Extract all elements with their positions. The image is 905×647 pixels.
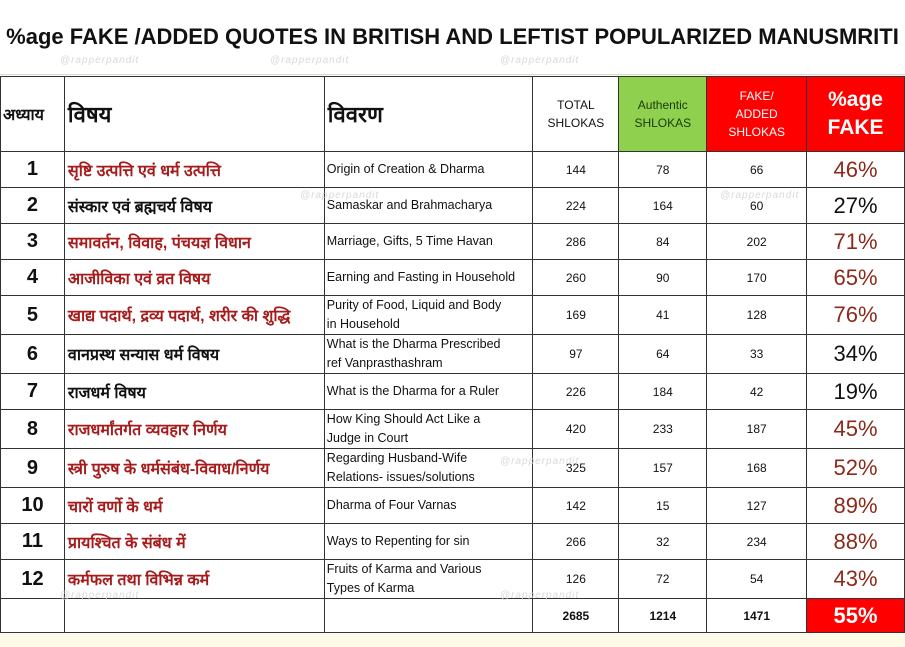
header-fake-line: ADDED bbox=[735, 107, 778, 121]
fake-shlokas: 66 bbox=[707, 152, 807, 188]
total-shlokas: 224 bbox=[533, 188, 619, 224]
authentic-shlokas-sum: 1214 bbox=[619, 599, 707, 633]
subject-cell: स्त्री पुरुष के धर्मसंबंध-विवाध/निर्णय bbox=[64, 449, 324, 488]
fake-percentage: 76% bbox=[807, 296, 905, 335]
authentic-shlokas: 157 bbox=[619, 449, 707, 488]
authentic-shlokas: 90 bbox=[619, 260, 707, 296]
header-total bbox=[533, 77, 619, 152]
table-row bbox=[1, 488, 905, 524]
subject-cell: चारों वर्णो के धर्म bbox=[64, 488, 324, 524]
header-fake-line: FAKE/ bbox=[739, 89, 774, 103]
fake-percentage: 46% bbox=[807, 152, 905, 188]
adhyay-number: 12 bbox=[1, 560, 65, 599]
header-pct bbox=[807, 77, 905, 152]
fake-shlokas: 128 bbox=[707, 296, 807, 335]
total-shlokas: 97 bbox=[533, 335, 619, 374]
authentic-shlokas: 64 bbox=[619, 335, 707, 374]
total-shlokas: 266 bbox=[533, 524, 619, 560]
authentic-shlokas: 84 bbox=[619, 224, 707, 260]
manusmriti-table bbox=[0, 76, 905, 633]
subject-cell: समावर्तन, विवाह, पंचयज्ञ विधान bbox=[64, 224, 324, 260]
watermark: @rapperpandit bbox=[300, 190, 380, 201]
watermark: @rapperpandit bbox=[500, 456, 580, 467]
header-fake-line: SHLOKAS bbox=[728, 125, 786, 139]
adhyay-number: 9 bbox=[1, 449, 65, 488]
total-shlokas: 420 bbox=[533, 410, 619, 449]
table-row bbox=[1, 374, 905, 410]
fake-shlokas: 170 bbox=[707, 260, 807, 296]
header-authentic-line: Authentic bbox=[637, 98, 688, 112]
fake-shlokas: 127 bbox=[707, 488, 807, 524]
total-shlokas-sum: 2685 bbox=[533, 599, 619, 633]
description-line: How King Should Act Like a bbox=[326, 412, 481, 426]
subject-cell: कर्मफल तथा विभिन्न कर्म bbox=[64, 560, 324, 599]
watermark: @rapperpandit bbox=[720, 190, 800, 201]
description-line: in Household bbox=[326, 317, 400, 331]
watermark: @rapperpandit bbox=[500, 590, 580, 601]
fake-percentage: 89% bbox=[807, 488, 905, 524]
adhyay-number: 10 bbox=[1, 488, 65, 524]
header-pct-line: FAKE bbox=[827, 116, 884, 139]
description-line: Relations- issues/solutions bbox=[326, 470, 475, 484]
header-authentic-line: SHLOKAS bbox=[634, 116, 692, 130]
adhyay-number: 6 bbox=[1, 335, 65, 374]
description-line: Earning and Fasting in Household bbox=[326, 270, 516, 284]
total-shlokas: 169 bbox=[533, 296, 619, 335]
header-total-line: SHLOKAS bbox=[547, 116, 605, 130]
adhyay-number: 2 bbox=[1, 188, 65, 224]
fake-percentage: 45% bbox=[807, 410, 905, 449]
fake-shlokas: 54 bbox=[707, 560, 807, 599]
fake-percentage: 43% bbox=[807, 560, 905, 599]
page-title: %age FAKE /ADDED QUOTES IN BRITISH AND LEFTIST POPULARIZED MANUSMRITI bbox=[6, 24, 899, 49]
subject-cell: प्रायश्चित के संबंध में bbox=[64, 524, 324, 560]
totals-blank bbox=[1, 599, 65, 633]
fake-percentage: 19% bbox=[807, 374, 905, 410]
description-line: Dharma of Four Varnas bbox=[326, 498, 457, 512]
header-pct-line: %age bbox=[828, 88, 883, 111]
description-cell bbox=[324, 296, 533, 335]
header-fake bbox=[707, 77, 807, 152]
fake-shlokas: 202 bbox=[707, 224, 807, 260]
watermark: @rapperpandit bbox=[270, 55, 350, 66]
authentic-shlokas: 164 bbox=[619, 188, 707, 224]
description-line: Judge in Court bbox=[326, 431, 409, 445]
description-cell bbox=[324, 335, 533, 374]
adhyay-number: 4 bbox=[1, 260, 65, 296]
fake-percentage: 88% bbox=[807, 524, 905, 560]
description-cell bbox=[324, 260, 533, 296]
description-line: Purity of Food, Liquid and Body bbox=[326, 298, 502, 312]
description-line: What is the Dharma for a Ruler bbox=[326, 384, 500, 398]
fake-percentage: 34% bbox=[807, 335, 905, 374]
description-line: Samaskar and Brahmacharya bbox=[326, 198, 493, 212]
table-row bbox=[1, 152, 905, 188]
totals-row bbox=[1, 599, 905, 633]
description-line: What is the Dharma Prescribed bbox=[326, 337, 501, 351]
header-adhyay: अध्याय bbox=[1, 77, 65, 152]
totals-blank bbox=[324, 599, 533, 633]
authentic-shlokas: 72 bbox=[619, 560, 707, 599]
total-shlokas: 142 bbox=[533, 488, 619, 524]
description-cell bbox=[324, 152, 533, 188]
description-cell bbox=[324, 488, 533, 524]
description-cell bbox=[324, 524, 533, 560]
fake-shlokas-sum: 1471 bbox=[707, 599, 807, 633]
description-line: ref Vanprasthashram bbox=[326, 356, 443, 370]
watermark: @rapperpandit bbox=[60, 55, 140, 66]
adhyay-number: 8 bbox=[1, 410, 65, 449]
subject-cell: राजधर्म विषय bbox=[64, 374, 324, 410]
watermark: @rapperpandit bbox=[60, 590, 140, 601]
fake-shlokas: 60 bbox=[707, 188, 807, 224]
watermark: @rapperpandit bbox=[500, 55, 580, 66]
total-shlokas: 144 bbox=[533, 152, 619, 188]
subject-cell: राजधर्मांतर्गत व्यवहार निर्णय bbox=[64, 410, 324, 449]
description-cell bbox=[324, 224, 533, 260]
description-line: Fruits of Karma and Various bbox=[326, 562, 482, 576]
fake-percentage: 52% bbox=[807, 449, 905, 488]
total-shlokas: 260 bbox=[533, 260, 619, 296]
fake-percentage: 71% bbox=[807, 224, 905, 260]
description-line: Types of Karma bbox=[326, 581, 415, 595]
header-authentic bbox=[619, 77, 707, 152]
fake-shlokas: 33 bbox=[707, 335, 807, 374]
header-row bbox=[1, 77, 905, 152]
header-total-line: TOTAL bbox=[557, 98, 595, 112]
description-cell bbox=[324, 449, 533, 488]
total-shlokas: 325 bbox=[533, 449, 619, 488]
subject-cell: खाद्य पदार्थ, द्रव्य पदार्थ, शरीर की शुद्धि bbox=[64, 296, 324, 335]
table-row bbox=[1, 224, 905, 260]
description-line: Ways to Repenting for sin bbox=[326, 534, 470, 548]
authentic-shlokas: 233 bbox=[619, 410, 707, 449]
total-shlokas: 226 bbox=[533, 374, 619, 410]
fake-shlokas: 42 bbox=[707, 374, 807, 410]
header-vishay: विषय bbox=[64, 77, 324, 152]
fake-percentage: 27% bbox=[807, 188, 905, 224]
authentic-shlokas: 78 bbox=[619, 152, 707, 188]
description-cell bbox=[324, 410, 533, 449]
description-line: Marriage, Gifts, 5 Time Havan bbox=[326, 234, 493, 248]
table-row bbox=[1, 335, 905, 374]
adhyay-number: 1 bbox=[1, 152, 65, 188]
totals-blank bbox=[64, 599, 324, 633]
fake-shlokas: 234 bbox=[707, 524, 807, 560]
adhyay-number: 11 bbox=[1, 524, 65, 560]
authentic-shlokas: 32 bbox=[619, 524, 707, 560]
table-row bbox=[1, 449, 905, 488]
subject-cell: वानप्रस्थ सन्यास धर्म विषय bbox=[64, 335, 324, 374]
fake-percentage: 65% bbox=[807, 260, 905, 296]
table-row bbox=[1, 410, 905, 449]
authentic-shlokas: 184 bbox=[619, 374, 707, 410]
fake-shlokas: 187 bbox=[707, 410, 807, 449]
fake-shlokas: 168 bbox=[707, 449, 807, 488]
adhyay-number: 7 bbox=[1, 374, 65, 410]
authentic-shlokas: 15 bbox=[619, 488, 707, 524]
table-row bbox=[1, 260, 905, 296]
subject-cell: आजीविका एवं व्रत विषय bbox=[64, 260, 324, 296]
description-line: Origin of Creation & Dharma bbox=[326, 162, 485, 176]
authentic-shlokas: 41 bbox=[619, 296, 707, 335]
subject-cell: संस्कार एवं ब्रह्मचर्य विषय bbox=[64, 188, 324, 224]
subject-cell: सृष्टि उत्पत्ति एवं धर्म उत्पत्ति bbox=[64, 152, 324, 188]
total-shlokas: 126 bbox=[533, 560, 619, 599]
overall-fake-percentage: 55% bbox=[807, 599, 905, 633]
adhyay-number: 5 bbox=[1, 296, 65, 335]
description-line: Regarding Husband-Wife bbox=[326, 451, 468, 465]
adhyay-number: 3 bbox=[1, 224, 65, 260]
table-row bbox=[1, 296, 905, 335]
description-cell bbox=[324, 374, 533, 410]
total-shlokas: 286 bbox=[533, 224, 619, 260]
header-vivaran: विवरण bbox=[324, 77, 533, 152]
table-row bbox=[1, 524, 905, 560]
